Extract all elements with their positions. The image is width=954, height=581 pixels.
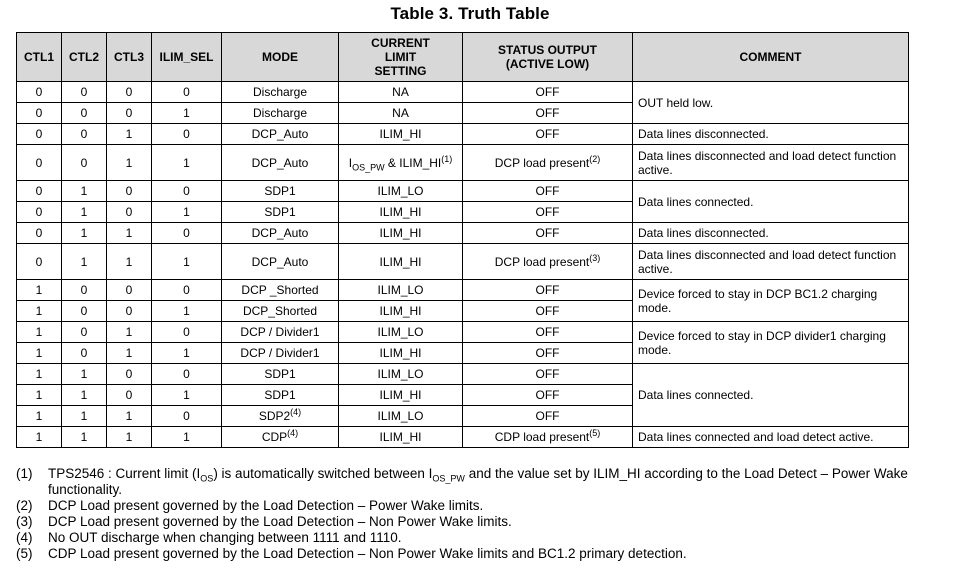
cell-status: OFF xyxy=(463,223,633,244)
header-status-line1: STATUS OUTPUT xyxy=(498,43,597,57)
header-mode: MODE xyxy=(222,33,339,82)
cell-status: OFF xyxy=(463,364,633,385)
cell-comment: Device forced to stay in DCP divider1 charging mode. xyxy=(633,322,909,364)
cell-ctl2: 0 xyxy=(62,280,107,301)
cell-status: OFF xyxy=(463,181,633,202)
header-ctl2: CTL2 xyxy=(62,33,107,82)
cell-ctl1: 1 xyxy=(17,385,62,406)
status-text: DCP load present xyxy=(494,254,590,269)
cell-mode: SDP1 xyxy=(222,364,339,385)
cell-ctl3: 0 xyxy=(107,202,152,223)
cell-comment: Device forced to stay in DCP BC1.2 charging mode. xyxy=(633,280,909,322)
status-text: CDP load present xyxy=(494,430,590,444)
cell-ctl2: 0 xyxy=(62,343,107,364)
footnote xyxy=(16,530,916,546)
cell-ctl3: 0 xyxy=(107,82,152,103)
cell-mode: SDP1 xyxy=(222,385,339,406)
cell-ctl1: 1 xyxy=(17,280,62,301)
cell-ctl1: 1 xyxy=(17,322,62,343)
cell-mode: DCP / Divider1 xyxy=(222,343,339,364)
truth-table xyxy=(16,32,909,448)
cell-current-limit: ILIM_HI xyxy=(339,427,463,448)
cell-mode: DCP / Divider1 xyxy=(222,322,339,343)
cell-ilim-sel: 0 xyxy=(152,124,222,145)
cell-current-limit: ILIM_HI xyxy=(339,385,463,406)
cell-ilim-sel: 0 xyxy=(152,280,222,301)
cell-comment: Data lines disconnected and load detect function active. xyxy=(633,145,909,181)
cell-comment: Data lines disconnected and load detect function active. xyxy=(633,244,909,280)
header-ctl1: CTL1 xyxy=(17,33,62,82)
table-body xyxy=(17,82,909,448)
cell-ctl3: 0 xyxy=(107,280,152,301)
table-row xyxy=(17,124,909,145)
cell-ctl2: 1 xyxy=(62,244,107,280)
cell-comment: Data lines connected and load detect active. xyxy=(633,427,909,448)
cell-status: OFF xyxy=(463,82,633,103)
cell-ctl1: 0 xyxy=(17,244,62,280)
cell-ilim-sel: 1 xyxy=(152,301,222,322)
cell-ctl3: 1 xyxy=(107,343,152,364)
cell-status: OFF xyxy=(463,280,633,301)
header-status-output xyxy=(463,33,633,82)
header-comment: COMMENT xyxy=(633,33,909,82)
footnotes xyxy=(16,466,916,562)
mode-text: SDP2 xyxy=(258,409,291,423)
cell-current-limit: ILIM_HI xyxy=(339,223,463,244)
footnote xyxy=(16,514,916,530)
cell-status: OFF xyxy=(463,322,633,343)
cell-ilim-sel: 0 xyxy=(152,223,222,244)
cell-ctl2: 1 xyxy=(62,202,107,223)
footnote-text: DCP Load present governed by the Load Detection – Non Power Wake limits. xyxy=(48,514,512,529)
cell-ilim-sel: 0 xyxy=(152,181,222,202)
footnote-part: TPS2546 : Current limit (I xyxy=(48,466,201,481)
header-current-limit-line1: CURRENT xyxy=(371,36,430,50)
footnote-text xyxy=(48,466,916,498)
cell-ctl1: 0 xyxy=(17,202,62,223)
table-row xyxy=(17,427,909,448)
footnote-text: DCP Load present governed by the Load Detection – Power Wake limits. xyxy=(48,498,484,513)
cell-status: OFF xyxy=(463,301,633,322)
cell-current-limit: ILIM_HI xyxy=(339,202,463,223)
cell-ctl3: 0 xyxy=(107,301,152,322)
mode-text: CDP xyxy=(261,430,288,444)
cell-mode: Discharge xyxy=(222,82,339,103)
cell-comment: Data lines disconnected. xyxy=(633,124,909,145)
cell-current-limit: ILIM_HI xyxy=(339,124,463,145)
cell-mode: DCP_Auto xyxy=(222,223,339,244)
footnote-ref: (5) xyxy=(589,428,601,438)
footnote-ref: (2) xyxy=(589,153,601,164)
limit-suffix: & ILIM_HI xyxy=(384,155,442,170)
cell-mode: DCP_Auto xyxy=(222,244,339,280)
cell-ctl1: 1 xyxy=(17,301,62,322)
cell-status: OFF xyxy=(463,202,633,223)
footnote-number: (5) xyxy=(16,546,33,561)
cell-ilim-sel: 0 xyxy=(152,322,222,343)
table-row xyxy=(17,82,909,103)
cell-current-limit: ILIM_HI xyxy=(339,244,463,280)
cell-mode: DCP_Auto xyxy=(222,124,339,145)
cell-ilim-sel: 1 xyxy=(152,385,222,406)
footnote-ref: (4) xyxy=(290,407,302,417)
cell-ctl1: 1 xyxy=(17,343,62,364)
cell-ctl2: 1 xyxy=(62,406,107,427)
cell-ctl2: 0 xyxy=(62,145,107,181)
cell-ctl1: 1 xyxy=(17,406,62,427)
table-row xyxy=(17,244,909,280)
cell-current-limit: ILIM_LO xyxy=(339,181,463,202)
cell-comment: OUT held low. xyxy=(633,82,909,124)
footnote-ref: (4) xyxy=(287,428,299,438)
footnote xyxy=(16,466,916,498)
table-row xyxy=(17,364,909,385)
cell-ctl3: 1 xyxy=(107,145,152,181)
header-status-line2: (ACTIVE LOW) xyxy=(505,57,590,71)
cell-ctl3: 1 xyxy=(107,244,152,280)
cell-ctl3: 0 xyxy=(107,181,152,202)
footnote-text: CDP Load present governed by the Load Detection – Non Power Wake limits and BC1.2 primary detection. xyxy=(48,546,687,561)
cell-ctl2: 1 xyxy=(62,385,107,406)
cell-ilim-sel: 1 xyxy=(152,244,222,280)
table-title: Table 3. Truth Table xyxy=(390,4,550,23)
cell-ctl3: 1 xyxy=(107,406,152,427)
cell-mode xyxy=(222,406,339,427)
footnote xyxy=(16,546,916,562)
header-current-limit-line3: SETTING xyxy=(374,64,427,78)
cell-ilim-sel: 1 xyxy=(152,145,222,181)
footnote-number: (4) xyxy=(16,530,33,545)
cell-ctl1: 1 xyxy=(17,364,62,385)
cell-ctl1: 0 xyxy=(17,223,62,244)
cell-status: OFF xyxy=(463,103,633,124)
cell-current-limit: ILIM_LO xyxy=(339,406,463,427)
cell-mode xyxy=(222,427,339,448)
table-row xyxy=(17,181,909,202)
cell-current-limit xyxy=(339,145,463,181)
cell-ilim-sel: 1 xyxy=(152,427,222,448)
cell-status: OFF xyxy=(463,124,633,145)
cell-status: OFF xyxy=(463,385,633,406)
cell-ctl3: 1 xyxy=(107,223,152,244)
footnote-number: (2) xyxy=(16,498,33,513)
cell-current-limit: NA xyxy=(339,103,463,124)
cell-current-limit: NA xyxy=(339,82,463,103)
header-ctl3: CTL3 xyxy=(107,33,152,82)
cell-current-limit: ILIM_LO xyxy=(339,280,463,301)
cell-ctl2: 1 xyxy=(62,223,107,244)
table-row xyxy=(17,322,909,343)
cell-ctl3: 0 xyxy=(107,103,152,124)
cell-mode: DCP_Auto xyxy=(222,145,339,181)
header-current-limit xyxy=(339,33,463,82)
cell-ilim-sel: 0 xyxy=(152,82,222,103)
cell-ctl3: 1 xyxy=(107,427,152,448)
cell-ctl2: 0 xyxy=(62,322,107,343)
cell-mode: SDP1 xyxy=(222,181,339,202)
cell-ilim-sel: 0 xyxy=(152,406,222,427)
footnote-part: and the value set by ILIM_HI according to the Load Detect – Power Wake functionality. xyxy=(48,466,908,497)
cell-status: OFF xyxy=(463,343,633,364)
cell-ctl1: 0 xyxy=(17,145,62,181)
table-row xyxy=(17,280,909,301)
cell-ctl3: 0 xyxy=(107,385,152,406)
footnote-text: No OUT discharge when changing between 1111 and 1110. xyxy=(48,530,402,545)
table-row xyxy=(17,223,909,244)
cell-ctl3: 0 xyxy=(107,364,152,385)
cell-ctl2: 0 xyxy=(62,103,107,124)
footnote-number: (3) xyxy=(16,514,33,529)
cell-ilim-sel: 1 xyxy=(152,202,222,223)
footnote-ref: (1) xyxy=(441,153,453,164)
cell-current-limit: ILIM_HI xyxy=(339,301,463,322)
cell-ctl1: 1 xyxy=(17,427,62,448)
cell-ctl2: 0 xyxy=(62,301,107,322)
limit-prefix: I xyxy=(348,155,353,170)
cell-ctl2: 1 xyxy=(62,364,107,385)
footnote-number: (1) xyxy=(16,466,33,481)
header-current-limit-line2: LIMIT xyxy=(384,50,417,64)
cell-ctl2: 0 xyxy=(62,82,107,103)
cell-mode: SDP1 xyxy=(222,202,339,223)
status-text: DCP load present xyxy=(494,155,590,170)
cell-ctl3: 1 xyxy=(107,124,152,145)
cell-mode: DCP _Shorted xyxy=(222,280,339,301)
cell-ilim-sel: 0 xyxy=(152,364,222,385)
cell-ctl1: 0 xyxy=(17,181,62,202)
cell-current-limit: ILIM_HI xyxy=(339,343,463,364)
cell-ctl2: 1 xyxy=(62,427,107,448)
cell-ilim-sel: 1 xyxy=(152,103,222,124)
cell-comment: Data lines connected. xyxy=(633,364,909,427)
cell-comment: Data lines disconnected. xyxy=(633,223,909,244)
footnote-part: ) is automatically switched between I xyxy=(213,466,433,481)
table-row xyxy=(17,145,909,181)
cell-comment: Data lines connected. xyxy=(633,181,909,223)
header-ilim-sel: ILIM_SEL xyxy=(152,33,222,82)
limit-subscript: OS_PW xyxy=(352,161,385,172)
cell-ctl1: 0 xyxy=(17,82,62,103)
cell-mode: Discharge xyxy=(222,103,339,124)
footnote-subscript: OS xyxy=(200,473,214,484)
cell-status: OFF xyxy=(463,406,633,427)
cell-status xyxy=(463,145,633,181)
cell-ctl1: 0 xyxy=(17,124,62,145)
cell-status xyxy=(463,427,633,448)
cell-ilim-sel: 1 xyxy=(152,343,222,364)
cell-current-limit: ILIM_LO xyxy=(339,322,463,343)
cell-mode: DCP_Shorted xyxy=(222,301,339,322)
header-row xyxy=(17,33,909,82)
cell-ctl2: 0 xyxy=(62,124,107,145)
cell-ctl2: 1 xyxy=(62,181,107,202)
cell-current-limit: ILIM_LO xyxy=(339,364,463,385)
footnote xyxy=(16,498,916,514)
footnote-ref: (3) xyxy=(589,252,601,263)
footnote-subscript: OS_PW xyxy=(432,473,465,484)
cell-ctl3: 1 xyxy=(107,322,152,343)
cell-status xyxy=(463,244,633,280)
cell-ctl1: 0 xyxy=(17,103,62,124)
